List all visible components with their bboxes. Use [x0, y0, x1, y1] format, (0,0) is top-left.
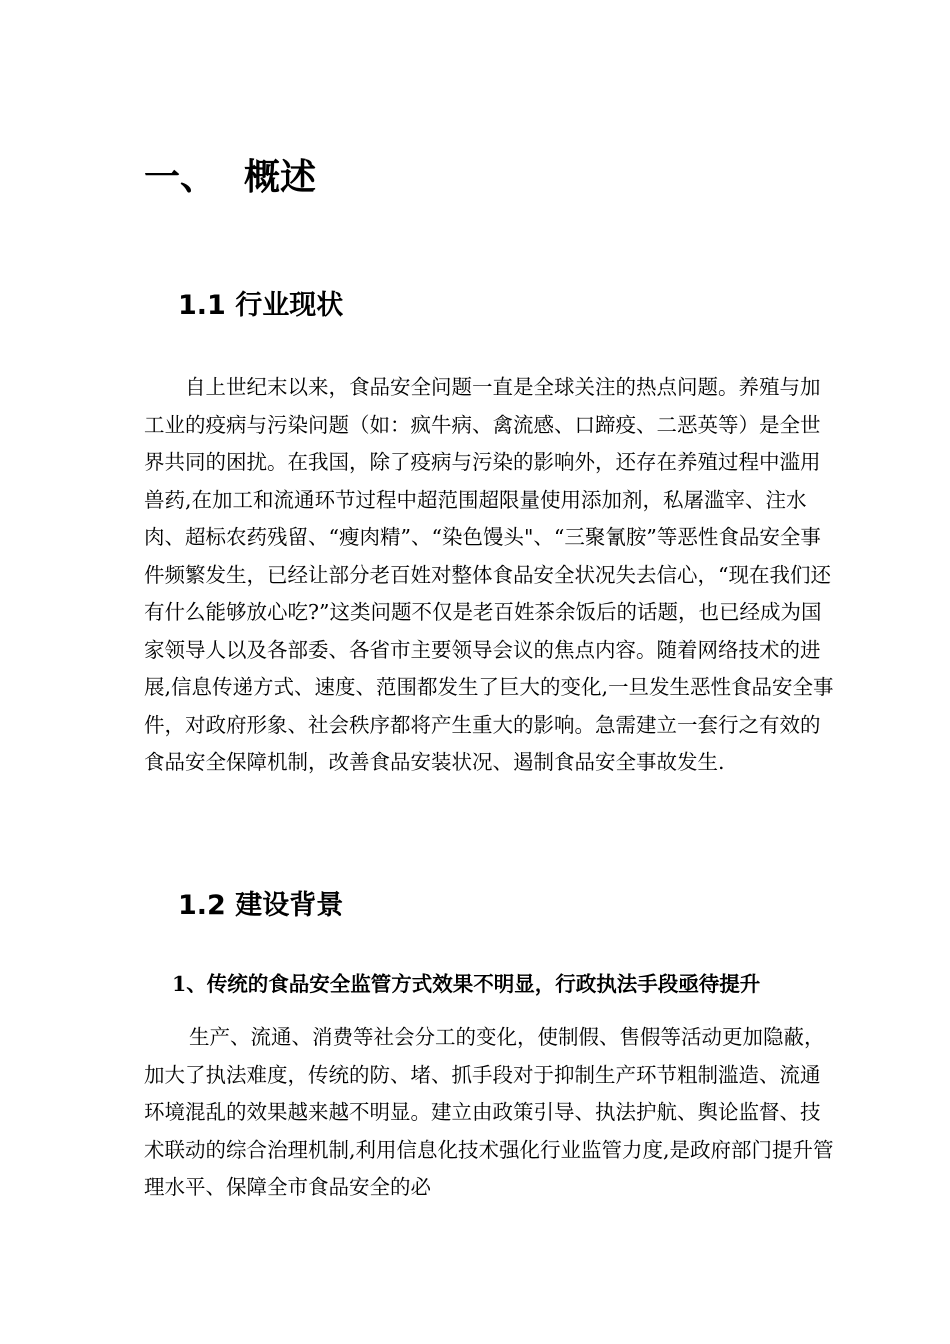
section-number: 一、 — [144, 157, 217, 198]
section-heading — [144, 152, 316, 204]
section-title: 概述 — [244, 157, 317, 198]
subsection-heading-background: 1.2 建设背景 — [178, 890, 344, 921]
paragraph-industry-status: 自上世纪末以来，食品安全问题一直是全球关注的热点问题。养殖与加工业的疫病与污染问题（如：疯牛病、禽流感、口蹄疫、二恶英等）是全世界共同的困扰。在我国，除了疫病与污染的影响外，还存在养殖过程中滥用兽药,在加工和流通环节过程中超范围超限量使用添加剂，私屠滥宰、注水肉、超标农药残留、“瘦肉精”、“染色馒头"、“三聚氰胺”等恶性食品安全事件频繁发生，已经让部分老百姓对整体食品安全状况失去信心，“现在我们还有什么能够放心吃?”这类问题不仅是老百姓茶余饭后的话题，也已经成为国家领导人以及各部委、各省市主要领导会议的焦点内容。随着网络技术的进展,信息传递方式、速度、范围都发生了巨大的变化,一旦发生恶性食品安全事件，对政府形象、社会秩序都将产生重大的影响。急需建立一套行之有效的食品安全保障机制，改善食品安装状况、遏制食品安全事故发生. — [144, 375, 834, 774]
subsection-heading-industry-status: 1.1 行业现状 — [178, 290, 344, 321]
paragraph-background: 生产、流通、消费等社会分工的变化，使制假、售假等活动更加隐蔽，加大了执法难度，传统的防、堵、抓手段对于抑制生产环节粗制滥造、流通环境混乱的效果越来越不明显。建立由政策引导、执法护航、舆论监督、技术联动的综合治理机制,利用信息化技术强化行业监管力度,是政府部门提升管理水平、保障全市食品安全的必 — [144, 1025, 834, 1199]
subheading-traditional-supervision: 1、传统的食品安全监管方式效果不明显，行政执法手段亟待提升 — [172, 972, 761, 996]
